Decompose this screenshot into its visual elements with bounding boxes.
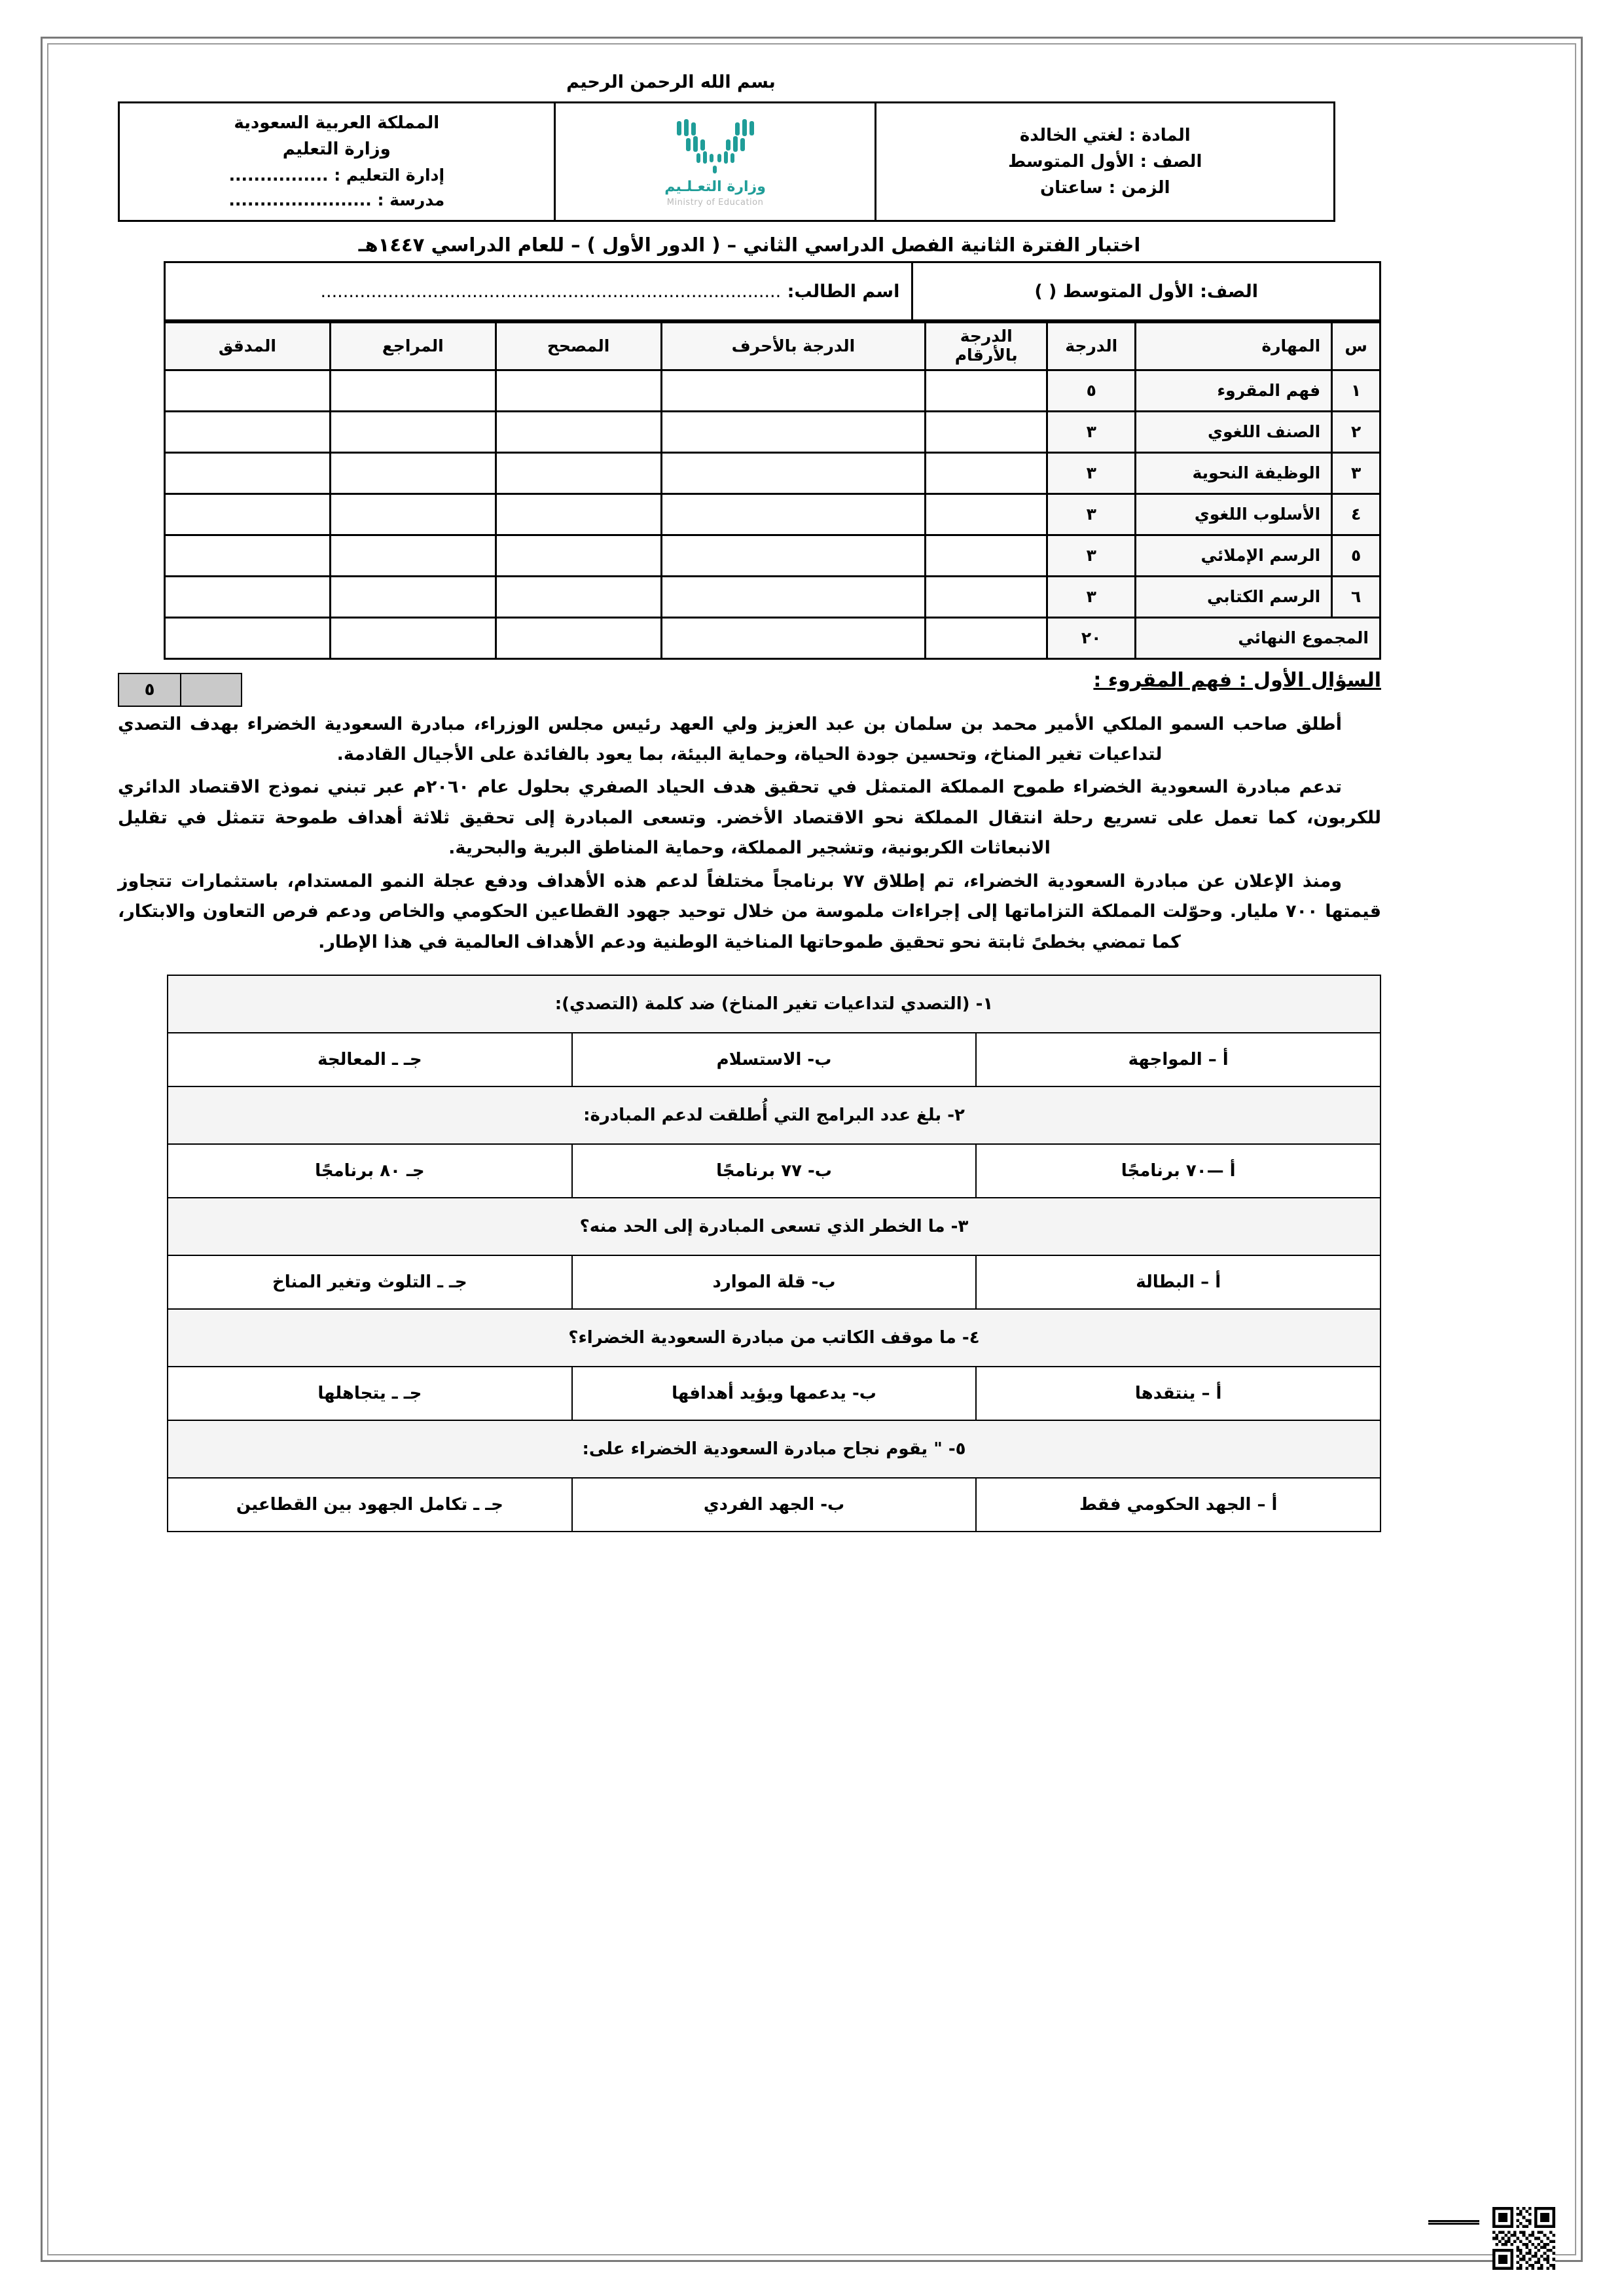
table-row: [165, 370, 1380, 411]
moe-logo-text-ar: وزارة التعـلـيم: [664, 179, 766, 196]
mcq-option-a[interactable]: أ – المواجهة: [976, 1033, 1380, 1086]
mcq-question-stem: ٣- ما الخطر الذي تسعى المبادرة إلى الحد منه؟: [168, 1198, 1380, 1255]
student-name-cell: [165, 262, 912, 321]
grade-row-letters[interactable]: [661, 576, 926, 617]
grade-row-no: ٦: [1332, 576, 1380, 617]
student-name-dots: ..................................................................................: [320, 281, 782, 302]
grades-header-skill: المهارة: [1136, 323, 1332, 370]
header-subject-line: المادة : لغتي الخالدة: [1019, 125, 1191, 145]
table-row: [165, 576, 1380, 617]
mcq-option-c[interactable]: جـ ـ تكامل الجهود بين القطاعين: [168, 1478, 572, 1532]
grade-row-reviewer[interactable]: [330, 370, 496, 411]
mcq-option-b[interactable]: ب- يدعمها ويؤيد أهدافها: [572, 1367, 977, 1420]
passage-paragraph-2: تدعم مبادرة السعودية الخضراء طموح المملكة المتمثل في تحقيق هدف الحياد الصفري بحلول عام ٢٠٦٠م عبر تبني نموذج الاقتصاد الدائري للكربون، كما تعمل على تسريع رحلة انتقال المملكة نحو الاقتصاد الأخضر. وتسعى المبادرة إلى تحقيق ثلاثة أهداف طموحة تتمثل في تقليل الانبعاثات الكربونية، وتشجير المملكة، وحماية المناطق البرية والبحرية.: [118, 777, 1381, 859]
exam-title: اختبار الفترة الثانية الفصل الدراسي الثاني – ( الدور الأول ) – للعام الدراسي ١٤٤٧هـ: [358, 234, 1141, 257]
grade-row-reviewer[interactable]: [330, 576, 496, 617]
header-ministry-line: وزارة التعليم: [282, 139, 391, 160]
grades-header-reviewer: المراجع: [330, 323, 496, 370]
grade-row-no: ٣: [1332, 452, 1380, 493]
question-one-title: السؤال الأول : فهم المقروء :: [1093, 668, 1381, 692]
grade-row-auditor[interactable]: [165, 370, 331, 411]
moe-palm-icon: [666, 116, 765, 176]
grades-summary-table: [164, 321, 1381, 660]
mcq-option-a[interactable]: أ – ينتقدها: [976, 1367, 1380, 1420]
grade-row-skill: فهم المقروء: [1136, 370, 1332, 411]
passage-paragraph-3: ومنذ الإعلان عن مبادرة السعودية الخضراء، تم إطلاق ٧٧ برنامجاً مختلفاً لدعم هذه الأهداف ودفع عجلة النمو المستدام، باستثمارات تتجاوز قيمتها ٧٠٠ مليار. وحوّلت المملكة التزاماتها إلى إجراءات ملموسة من خلال توحيد جهود القطاعين الحكومي والخاص ودعم فرص التعاون والابتكار، كما تمضي بخطىً ثابتة نحو تحقيق طموحاتها المناخية الوطنية ودعم الأهداف العالمية في هذا الإطار.: [118, 870, 1381, 952]
grade-row-reviewer[interactable]: [330, 411, 496, 452]
student-class-cell: الصف: الأول المتوسط ( ): [912, 262, 1380, 321]
mcq-option-c[interactable]: جـ ٨٠ برنامجًا: [168, 1144, 572, 1198]
mcq-option-c[interactable]: جـ ـ المعالجة: [168, 1033, 572, 1086]
mcq-options-row: [168, 1367, 1380, 1420]
exam-header-table: [118, 101, 1335, 222]
grade-row-numbers[interactable]: [926, 535, 1047, 576]
grades-header-auditor: المدقق: [165, 323, 331, 370]
grade-row-numbers[interactable]: [926, 452, 1047, 493]
multiple-choice-table: [167, 975, 1381, 1532]
grades-header-degree: الدرجة: [1047, 323, 1136, 370]
grade-row-degree: ٣: [1047, 411, 1136, 452]
grades-total-reviewer[interactable]: [330, 617, 496, 658]
mcq-options-row: [168, 1478, 1380, 1532]
grade-row-corrector[interactable]: [496, 370, 661, 411]
grade-row-corrector[interactable]: [496, 411, 661, 452]
grade-row-degree: ٣: [1047, 576, 1136, 617]
score-box-value-cell: ٥: [144, 679, 155, 700]
mcq-question-stem: ١- (التصدي لتداعيات تغير المناخ) ضد كلمة (التصدي):: [168, 975, 1380, 1033]
grade-row-skill: الرسم الإملائي: [1136, 535, 1332, 576]
grade-row-skill: الصنف اللغوي: [1136, 411, 1332, 452]
mcq-option-b[interactable]: ب- الجهد الفردي: [572, 1478, 977, 1532]
grade-row-numbers[interactable]: [926, 411, 1047, 452]
grade-row-numbers[interactable]: [926, 370, 1047, 411]
table-row: [165, 493, 1380, 535]
grade-row-skill: الوظيفة النحوية: [1136, 452, 1332, 493]
grade-row-skill: الأسلوب اللغوي: [1136, 493, 1332, 535]
header-ministry-cell: [119, 103, 555, 221]
grade-row-auditor[interactable]: [165, 576, 331, 617]
mcq-question-stem: ٤- ما موقف الكاتب من مبادرة السعودية الخضراء؟: [168, 1309, 1380, 1367]
grades-total-auditor[interactable]: [165, 617, 331, 658]
mcq-stem-row: [168, 1086, 1380, 1144]
qr-dash-line: [1428, 2220, 1479, 2225]
mcq-option-b[interactable]: ب- الاستسلام: [572, 1033, 977, 1086]
header-edu-admin-line: إدارة التعليم : ................: [228, 165, 445, 185]
grade-row-degree: ٣: [1047, 535, 1136, 576]
grade-row-reviewer[interactable]: [330, 535, 496, 576]
mcq-stem-row: [168, 975, 1380, 1033]
grade-row-auditor[interactable]: [165, 411, 331, 452]
mcq-options-row: [168, 1033, 1380, 1086]
grade-row-letters[interactable]: [661, 411, 926, 452]
grade-row-letters[interactable]: [661, 452, 926, 493]
mcq-options-row: [168, 1255, 1380, 1309]
grade-row-no: ٢: [1332, 411, 1380, 452]
header-country-line: المملكة العربية السعودية: [234, 113, 440, 133]
grade-row-letters[interactable]: [661, 535, 926, 576]
grade-row-corrector[interactable]: [496, 493, 661, 535]
mcq-question-stem: ٢- بلغ عدد البرامج التي أُطلقت لدعم المبادرة:: [168, 1086, 1380, 1144]
grade-row-auditor[interactable]: [165, 452, 331, 493]
moe-logo-text-en: Ministry of Education: [666, 198, 764, 208]
grade-row-corrector[interactable]: [496, 576, 661, 617]
header-time-line: الزمن : ساعتان: [1039, 178, 1170, 198]
grades-total-row: [165, 617, 1380, 658]
student-name-label: اسم الطالب:: [787, 281, 900, 302]
grades-total-corrector[interactable]: [496, 617, 661, 658]
document-content: [118, 72, 1381, 1532]
grade-row-reviewer[interactable]: [330, 493, 496, 535]
mcq-option-b[interactable]: ب- ٧٧ برنامجًا: [572, 1144, 977, 1198]
student-info-table: [164, 261, 1381, 321]
grade-row-auditor[interactable]: [165, 535, 331, 576]
grade-row-degree: ٣: [1047, 493, 1136, 535]
mcq-stem-row: [168, 1309, 1380, 1367]
header-subject-cell: [876, 103, 1335, 221]
qr-code-icon: [1492, 2207, 1555, 2270]
grade-row-corrector[interactable]: [496, 535, 661, 576]
header-logo-cell: [554, 103, 876, 221]
table-row: [165, 535, 1380, 576]
grade-row-corrector[interactable]: [496, 452, 661, 493]
grades-header-corrector: المصحح: [496, 323, 661, 370]
grade-row-numbers[interactable]: [926, 576, 1047, 617]
mcq-options-row: [168, 1144, 1380, 1198]
header-school-line: مدرسة : .......................: [228, 190, 445, 210]
grade-row-auditor[interactable]: [165, 493, 331, 535]
table-row: [165, 411, 1380, 452]
mcq-option-a[interactable]: أ —٧٠ برنامجًا: [976, 1144, 1380, 1198]
grades-header-row: [165, 323, 1380, 370]
grade-row-no: ٤: [1332, 493, 1380, 535]
passage-paragraph-1: أطلق صاحب السمو الملكي الأمير محمد بن سلمان بن عبد العزيز ولي العهد رئيس مجلس الوزراء، مبادرة السعودية الخضراء بهدف التصدي لتداعيات تغير المناخ، وتحسين جودة الحياة، وحماية البيئة، بما يعود بالفائدة على الأجيال القادمة.: [118, 713, 1342, 765]
mcq-option-b[interactable]: ب- قلة الموارد: [572, 1255, 977, 1309]
grade-row-letters[interactable]: [661, 493, 926, 535]
question-one-score-box: [118, 673, 242, 707]
header-grade-line: الصف : الأول المتوسط: [1008, 151, 1202, 171]
mcq-option-a[interactable]: أ – البطالة: [976, 1255, 1380, 1309]
grade-row-letters[interactable]: [661, 370, 926, 411]
mcq-stem-row: [168, 1198, 1380, 1255]
basmala-text: بسم الله الرحمن الرحيم: [566, 72, 776, 92]
score-box-empty-cell[interactable]: [180, 674, 241, 706]
grade-row-reviewer[interactable]: [330, 452, 496, 493]
reading-passage: [118, 709, 1381, 958]
grade-row-degree: ٥: [1047, 370, 1136, 411]
mcq-option-a[interactable]: أ – الجهد الحكومي فقط: [976, 1478, 1380, 1532]
grade-row-degree: ٣: [1047, 452, 1136, 493]
table-row: [165, 452, 1380, 493]
ministry-of-education-logo: [568, 116, 863, 207]
grade-row-no: ٥: [1332, 535, 1380, 576]
grades-total-degree: ٢٠: [1047, 617, 1136, 658]
grades-total-label: المجموع النهائي: [1136, 617, 1380, 658]
mcq-option-c[interactable]: جـ ـ يتجاهلها: [168, 1367, 572, 1420]
grades-total-numbers[interactable]: [926, 617, 1047, 658]
grade-row-numbers[interactable]: [926, 493, 1047, 535]
question-one-header-row: [118, 669, 1381, 706]
grade-row-skill: الرسم الكتابي: [1136, 576, 1332, 617]
grades-header-degree-letters: الدرجة بالأحرف: [661, 323, 926, 370]
grade-row-no: ١: [1332, 370, 1380, 411]
mcq-option-c[interactable]: جـ ـ التلوث وتغير المناخ: [168, 1255, 572, 1309]
mcq-stem-row: [168, 1420, 1380, 1478]
grades-header-degree-numbers: الدرجة بالأرقام: [926, 323, 1047, 370]
mcq-question-stem: ٥- " يقوم نجاح مبادرة السعودية الخضراء على:: [168, 1420, 1380, 1478]
grades-total-letters[interactable]: [661, 617, 926, 658]
grades-header-s: س: [1332, 323, 1380, 370]
